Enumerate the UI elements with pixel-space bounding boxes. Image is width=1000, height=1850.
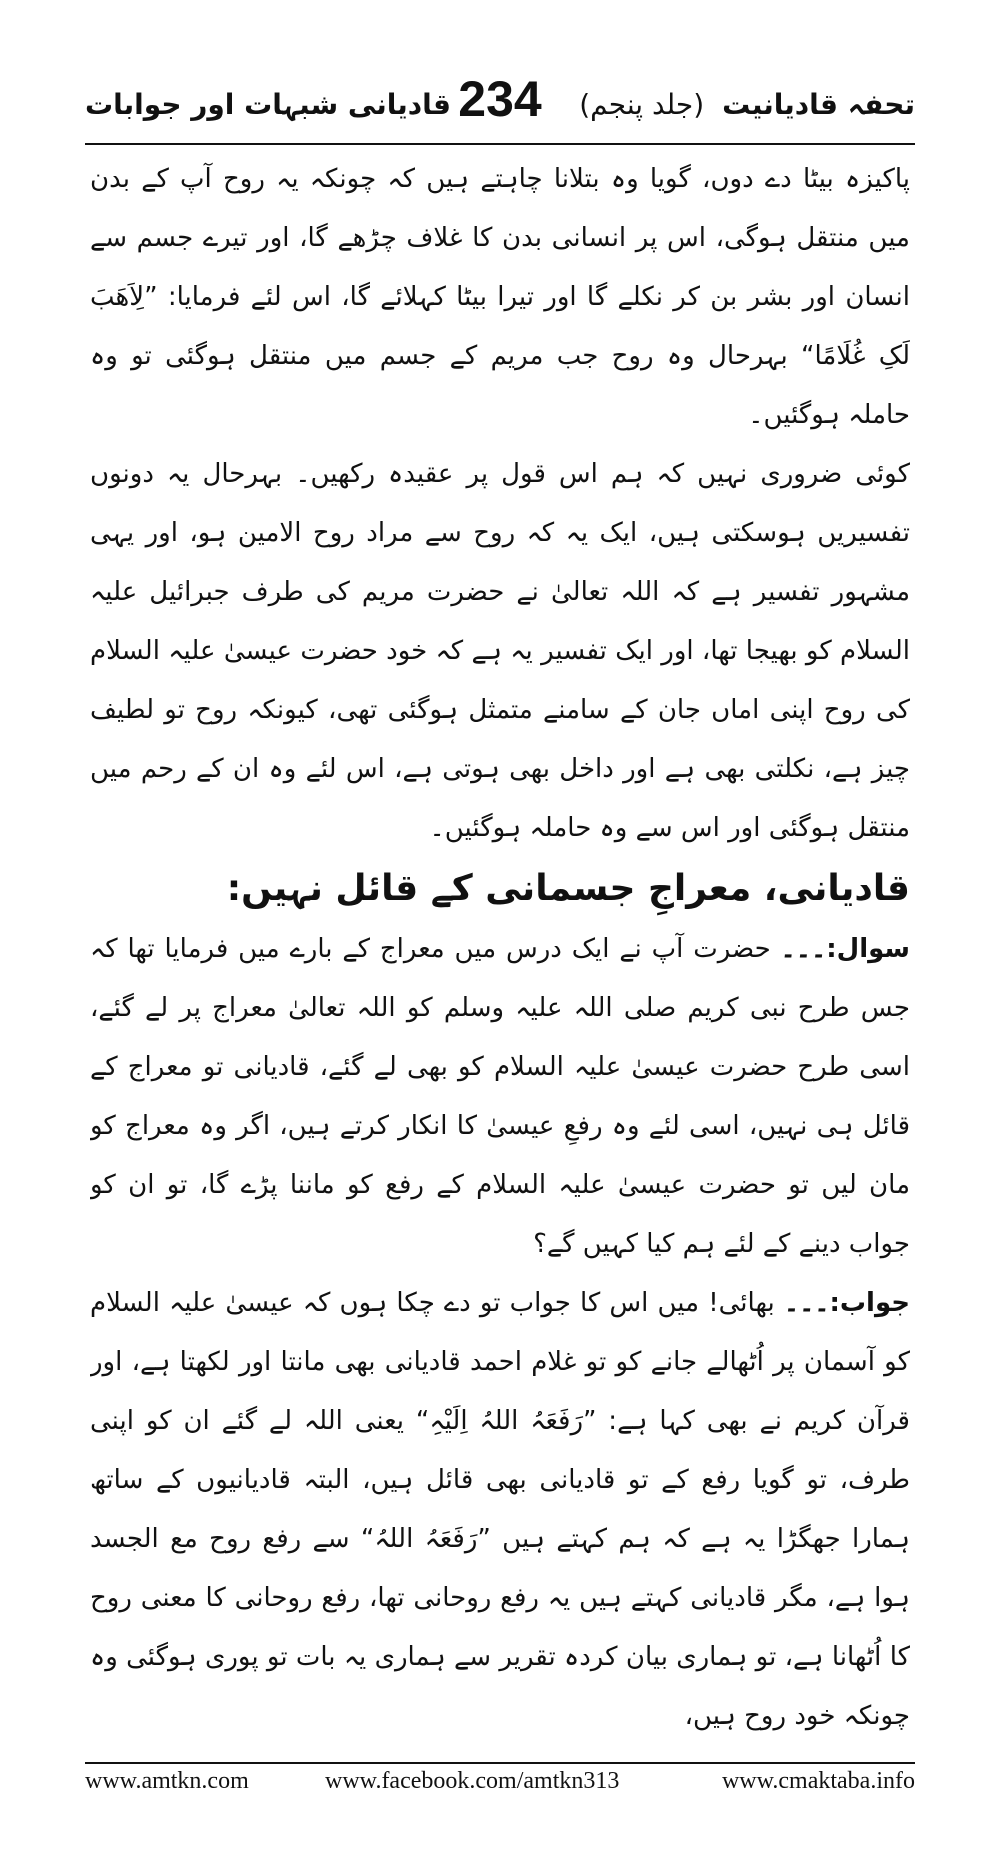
footer-website-1[interactable]: www.amtkn.com: [85, 1768, 249, 1794]
paragraph-2: کوئی ضروری نہیں کہ ہم اس قول پر عقیدہ رکھیں۔ بہرحال یہ دونوں تفسیریں ہوسکتی ہیں، ایک یہ کہ روح سے مراد روح الامین ہو، اور یہی مشہور تفسیر ہے کہ اللہ تعالیٰ نے حضرت مریم کی طرف جبرائیل علیہ السلام کو بھیجا تھا، اور ایک تفسیر یہ ہے کہ خود حضرت عیسیٰ علیہ السلام کی روح اپنی اماں جان کے سامنے متمثل ہوگئی تھی، کیونکہ روح تو لطیف چیز ہے، نکلتی بھی ہے اور داخل بھی ہوتی ہے، اس لئے وہ ان کے رحم میں منتقل ہوگئی اور اس سے وہ حاملہ ہوگئیں۔: [90, 459, 910, 843]
section-heading: قادیانی، معراجِ جسمانی کے قائل نہیں:: [226, 868, 910, 909]
question-text: حضرت آپ نے ایک درس میں معراج کے بارے میں فرمایا تھا کہ جس طرح نبی کریم صلی اللہ علیہ وسلم کو اللہ تعالیٰ معراج پر لے گئے، اسی طرح حضرت عیسیٰ علیہ السلام کو بھی لے گئے، قادیانی تو معراج کے قائل ہی نہیں، اسی لئے وہ رفعِ عیسیٰ کا انکار کرتے ہیں، اگر وہ معراج کو مان لیں تو حضرت عیسیٰ علیہ السلام کے رفع کو ماننا پڑے گا، تو ان کو جواب دینے کے لئے ہم کیا کہیں گے؟: [90, 934, 910, 1259]
chapter-title: قادیانی شبہات اور جوابات: [85, 88, 451, 121]
footer-website-2[interactable]: www.facebook.com/amtkn313: [325, 1768, 620, 1794]
page-footer: [85, 1768, 915, 1808]
answer-text: بھائی! میں اس کا جواب تو دے چکا ہوں کہ عیسیٰ علیہ السلام کو آسمان پر اُٹھالے جانے کو تو غلام احمد قادیانی بھی مانتا اور لکھتا ہے، اور قرآن کریم نے بھی کہا ہے: ”رَفَعَہُ اللہُ اِلَیْہِ“ یعنی اللہ لے گئے ان کو اپنی طرف، تو گویا رفع کے تو قادیانی بھی قائل ہیں، البتہ قادیانیوں کے ساتھ ہمارا جھگڑا یہ ہے کہ ہم کہتے ہیں ”رَفَعَہُ اللہُ“ سے رفع روح مع الجسد ہوا ہے، مگر قادیانی کہتے ہیں یہ رفع روحانی تھا، رفع روحانی کا معنی روح کا اُٹھانا ہے، تو ہماری بیان کردہ تقریر سے ہماری یہ بات تو پوری ہوگئی وہ چونکہ خود روح ہیں،: [90, 1288, 910, 1731]
page-number: 234: [458, 71, 542, 127]
question-paragraph: [90, 920, 910, 1274]
book-title: تحفہ قادیانیت: [722, 88, 915, 121]
answer-paragraph: [90, 1274, 910, 1746]
footer-divider: [85, 1762, 915, 1764]
footer-website-3[interactable]: www.cmaktaba.info: [721, 1768, 915, 1794]
page-header: [85, 70, 915, 140]
body-text: [90, 150, 910, 1755]
question-label: سوال:۔۔۔: [780, 934, 910, 964]
volume-label: (جلد پنجم): [579, 88, 705, 121]
header-divider: [85, 143, 915, 145]
paragraph-1: پاکیزہ بیٹا دے دوں، گویا وہ بتلانا چاہتے ہیں کہ چونکہ یہ روح آپ کے بدن میں منتقل ہوگی، اس پر انسانی بدن کا غلاف چڑھے گا، اور تیرے جسم سے انسان اور بشر بن کر نکلے گا اور تیرا بیٹا کہلائے گا، اس لئے فرمایا: ”لِاَھَبَ لَکِ غُلَامًا“ بہرحال وہ روح جب مریم کے جسم میں منتقل ہوگئی تو وہ حاملہ ہوگئیں۔: [90, 164, 910, 430]
answer-label: جواب:۔۔۔: [783, 1288, 910, 1318]
